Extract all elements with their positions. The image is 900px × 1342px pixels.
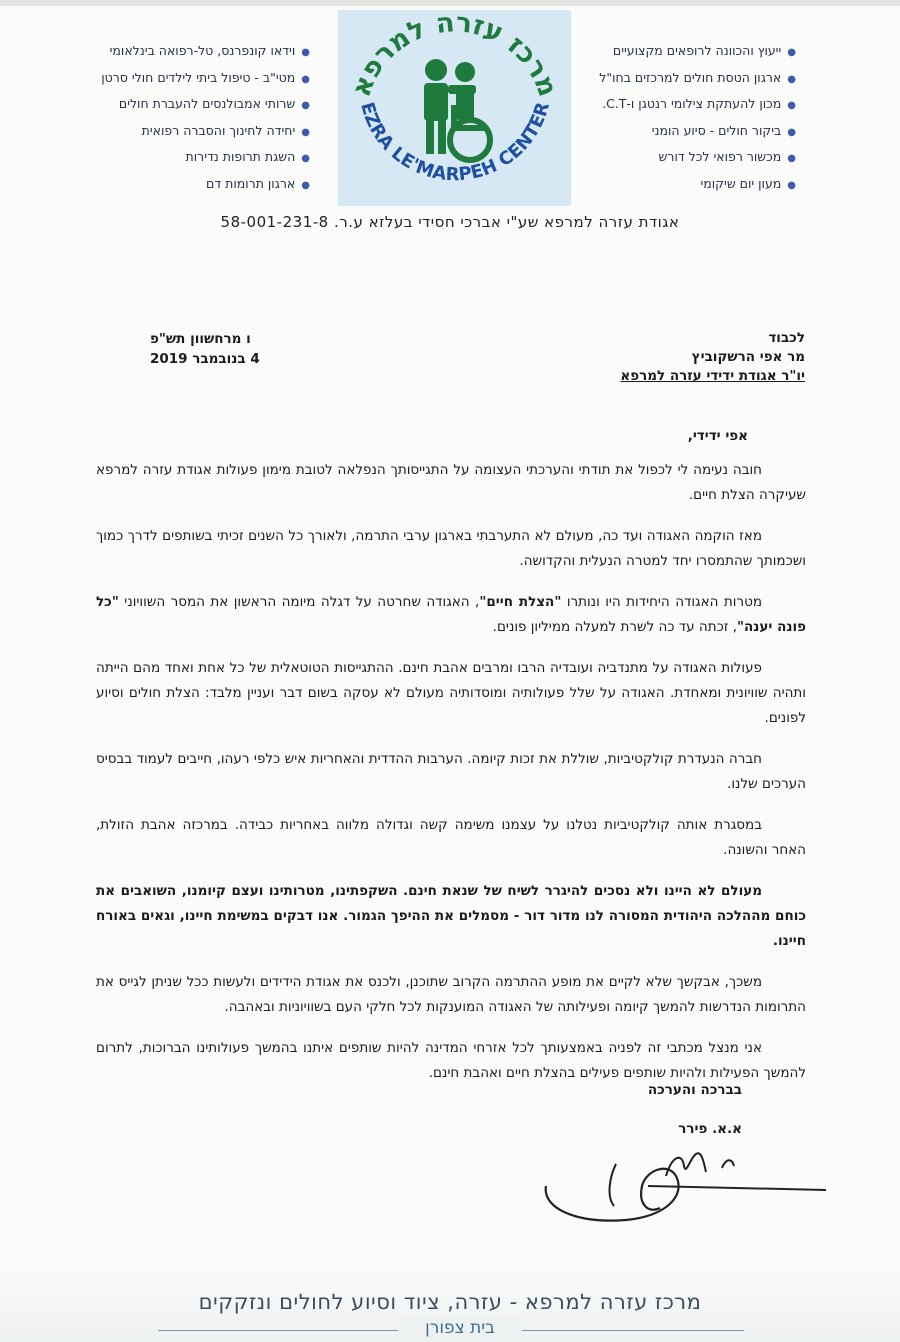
emphasis-phrase: "הצלת חיים" [479, 594, 562, 610]
paragraph: פעולות האגודה על מתנדביה ועובדיה הרבו ומרבים אהבת חינם. ההתגייסות הטוטאלית של כל אחת ואחד מהם הייתה ותהיה שוויונית ומאחדת. האגודה על שלל פעולותיה ומוסדותיה מעולם לא עסקה בשום דבר ועניין מלבד: הצלת חולים וסיוע לפונים. [96, 660, 806, 726]
footer-subtitle: בית צפורן [398, 1318, 522, 1338]
salutation: אפי ידידי, [687, 428, 748, 444]
top-edge [0, 0, 900, 6]
service-item: ●שרותי אמבולנסים להעברת חולים [118, 96, 310, 112]
signer-name: א.א. פירר [678, 1121, 742, 1137]
services-list-right [599, 38, 796, 198]
bullet-icon: ● [787, 47, 796, 58]
service-item: ●ייעוץ והכוונה לרופאים מקצועיים [612, 43, 796, 58]
paragraph: חברה הנעדרת קולקטיביות, שוללת את זכות קיומה. הערבות ההדדית והאחריות איש כלפי רעהו, חייבים לעמוד בבסיס הערכים שלנו. [96, 751, 806, 792]
service-item: ●ארגון תרומות דם [206, 175, 310, 191]
paragraph: במסגרת אותה קולקטיביות נטלנו על עצמנו משימה קשה וגדולה מלווה באחריות כבידה. במרכזה אהבת הזולת, האחר והשונה. [96, 817, 806, 858]
bullet-icon: ● [787, 73, 796, 85]
recipient-block [620, 329, 805, 386]
letter-body [96, 458, 806, 1102]
organization-logo [338, 10, 571, 206]
bullet-icon: ● [787, 126, 796, 138]
emphasis-phrase: "כל פונה יענה" [96, 594, 806, 635]
service-item: ●מעון יום שיקומי [700, 175, 796, 191]
footer-title: מרכז עזרה למרפא - עזרה, ציוד וסיוע לחולים ונזקקים [198, 1290, 702, 1314]
logo-english-arc: EZRA LE'MARPEH CENTER [356, 99, 554, 186]
service-item: ●ארגון הטסת חולים למרכזים בחו"ל [599, 69, 796, 85]
services-list-left [101, 38, 310, 198]
closing: בברכה והערכה [647, 1082, 742, 1098]
service-item: ●מכון להעתקת צילומי רנטגן ו-C.T. [602, 96, 796, 112]
paragraph: חובה נעימה לי לכפול את תודתי והערכתי העצומה על התגייסותך הנפלאה לטובת מימון פעולות אגודת עזרה למרפא שעיקרה הצלת חיים. [96, 462, 806, 503]
bullet-icon: ● [787, 179, 796, 191]
hebrew-date: ו מרחשוון תש"פ [150, 331, 251, 347]
bullet-icon: ● [301, 179, 310, 191]
date-block [150, 329, 350, 369]
recipient-name: מר אפי הרשקוביץ [691, 349, 805, 365]
paragraph: מטרות האגודה היחידות היו ונותרו "הצלת חיים", האגודה שחרטה על דגלה מיומה הראשון את המסר השוויוני "כל פונה יענה", זכתה עד כה לשרת למעלה ממיליון פונים. [96, 594, 806, 635]
organization-registration-line: אגודת עזרה למרפא שע"י אברכי חסידי בעלזא ע.ר. 58-001-231-8 [220, 213, 680, 231]
logo-hebrew-arc: מרכז עזרה למרפא [345, 10, 564, 101]
bullet-icon: ● [787, 100, 796, 112]
service-item: ●מטי"ב - טיפול ביתי לילדים חולי סרטן [101, 69, 310, 85]
service-item: ●ביקור חולים - סיוע הומני [651, 122, 796, 138]
bullet-icon: ● [301, 47, 310, 58]
bullet-icon: ● [301, 153, 310, 165]
recipient-to: לכבוד [768, 330, 805, 346]
paragraph: משכך, אבקשך שלא לקיים את מופע ההתרמה הקרוב שתוכנן, ולכנס את אגודת הידידים ולעשות ככל שניתן לגייס את התרומות הנדרשות להמשך קיומה ופעילותה של האגודה המוענקות לכל חלקי העם בשוויוניות ובאהבה. [96, 974, 806, 1015]
paragraph: אני מנצל מכתבי זה לפניה באמצעותך לכל אזרחי המדינה להיות שותפים איתנו בהמשך פעולותינו הברוכות, לתרום להמשך הפעילות ולהיות שותפים פעילים בהצלת חיים ואהבת חינם. [96, 1040, 806, 1081]
service-item: ●יחידה לחינוך והסברה רפואית [141, 122, 310, 138]
service-item: ●מכשור רפואי לכל דורש [658, 149, 796, 165]
bullet-icon: ● [301, 100, 310, 112]
service-item: ●וידאו קונפרנס, טל-רפואה בינלאומי [109, 43, 310, 58]
logo-graphic [338, 10, 571, 206]
bullet-icon: ● [787, 153, 796, 165]
service-item: ●השגת תרופות נדירות [185, 149, 310, 165]
signature-icon [536, 1146, 836, 1236]
bullet-icon: ● [301, 73, 310, 85]
recipient-title: יו"ר אגודת ידידי עזרה למרפא [620, 368, 805, 384]
paragraph: מאז הוקמה האגודה ועד כה, מעולם לא התערבתי בארגון ערבי התרמה, ולאורך כל השנים זכיתי בשותפים לדרך כמוך ושכמותך שהתמסרו יחד למטרה הנעלית והקדושה. [96, 528, 806, 569]
paragraph-bold: מעולם לא היינו ולא נסכים להיגרר לשיח של שנאת חינם. השקפתינו, מטרותינו ועצם קיומנו, השואבים את כוחם מההלכה היהודית המסורה לנו מדור דור - מסמלים את ההיפך הגמור. אנו דבקים במשימת חיינו, וגאים באורח חיינו. [96, 883, 806, 949]
bullet-icon: ● [301, 126, 310, 138]
gregorian-date: 4 בנובמבר 2019 [150, 351, 260, 367]
